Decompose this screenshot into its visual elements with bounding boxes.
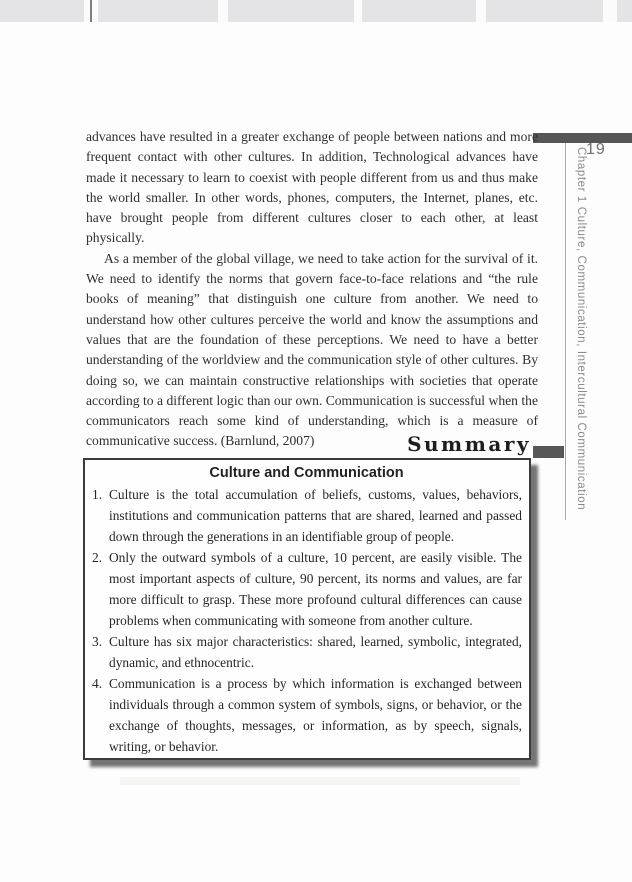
page-bleed-artifact [120,777,520,785]
scan-gap [354,0,362,22]
summary-marker-bar [533,446,564,458]
paragraph: As a member of the global village, we need to take action for the survival of it. We need to identify the norms that govern face-to-face relations and “the rule books of meaning” that distinguish one culture from another. We need to understand how other cultures perceive the world and know the assumptions and values that are the foundation of these perceptions. We need to have a better understanding of the worldview and the communication style of other cultures. By doing so, we can maintain constructive relationships with societies that operate according to a different logic than our own. Communication is successful when the communicators reach some kind of understanding, which is a measure of communicative success. (Barnlund, 2007) [86,250,538,449]
summary-box-title: Culture and Communication [209,465,404,481]
item-number: 1. [92,487,103,502]
page-number: 19 [586,141,606,158]
sidebar-chapter-title: Chapter 1 Culture, Communication, Intercultural Communication [575,147,587,511]
paragraph: advances have resulted in a greater exchange of people between nations and more frequent contact with other cultures. In addition, Technological advances have made it necessary to learn to coexist with people different from us and thus make the world smaller. In other words, phones, computers, the Internet, planes, etc. have brought people from different cultures closer to each other, at least physically. [86,129,538,246]
item-number: 4. [92,676,103,691]
item-text: Culture has six major characteristics: shared, learned, symbolic, integrated, dynamic, and ethnocentric. [109,634,522,670]
body-text-block [86,127,538,452]
scan-gap [603,0,617,22]
scan-gap [218,0,228,22]
summary-item [91,631,522,673]
item-number: 3. [92,634,103,649]
item-number: 2. [92,550,103,565]
scan-gap [476,0,486,22]
summary-box [83,458,531,760]
summary-item [91,547,522,631]
item-text: Only the outward symbols of a culture, 10 percent, are easily visible. The most important aspects of culture, 90 percent, its norms and values, are far more difficult to grasp. These more profound cultural differences can cause problems when communicating with someone from another culture. [109,550,522,628]
summary-item [91,484,522,547]
scan-artifact-band [0,0,632,22]
scan-line-artifact [90,0,92,22]
sidebar-rule [565,143,566,520]
item-text: Culture is the total accumulation of beliefs, customs, values, behaviors, institutions and communication patterns that are shared, learned and passed down through the generations in an identifiable group of people. [109,487,522,544]
section-heading-summary: Summary [407,432,531,456]
item-text: Communication is a process by which information is exchanged between individuals through a common system of symbols, signs, or behavior, or the exchange of thoughts, messages, or information, as by speech, signals, writing, or behavior. [109,676,522,754]
summary-item [91,673,522,757]
